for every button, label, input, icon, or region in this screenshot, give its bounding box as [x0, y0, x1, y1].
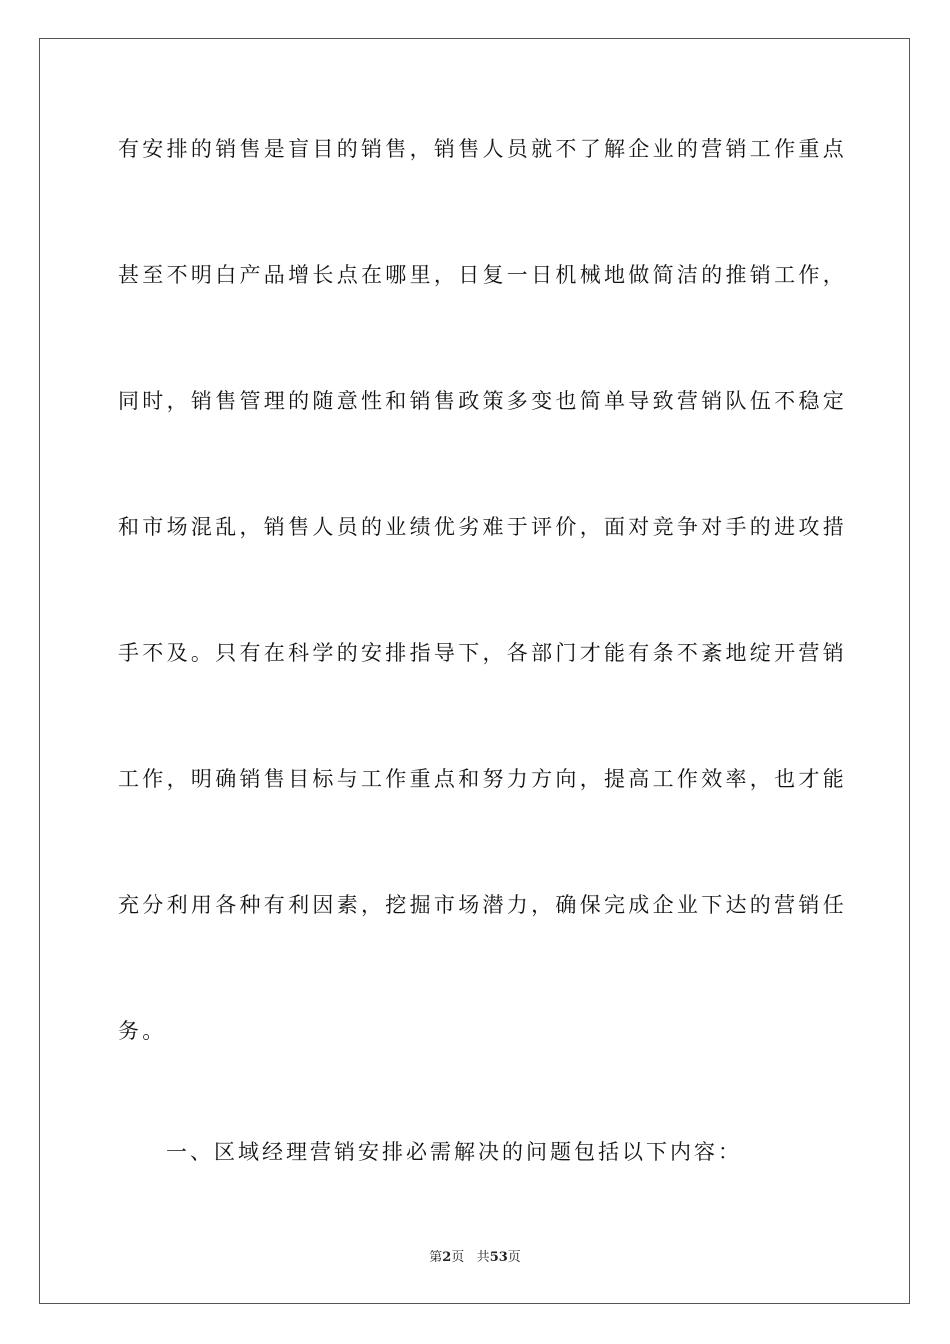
page-prefix: 第 [429, 1250, 443, 1265]
total-suffix: 页 [507, 1250, 521, 1265]
page-number: 2 [442, 1250, 452, 1265]
paragraph-line-4: 和市场混乱，销售人员的业绩优劣难于评价，面对竞争对手的进攻措 [118, 515, 847, 539]
paragraph-line-6: 工作，明确销售目标与工作重点和努力方向，提高工作效率，也才能 [118, 767, 847, 791]
paragraph-line-5: 手不及。只有在科学的安排指导下，各部门才能有条不紊地绽开营销 [118, 641, 847, 665]
total-prefix: 共 [476, 1250, 490, 1265]
page-footer [0, 1246, 950, 1265]
paragraph-line-2: 甚至不明白产品增长点在哪里，日复一日机械地做简洁的推销工作， [118, 263, 847, 287]
total-pages: 53 [489, 1250, 508, 1265]
document-body [118, 128, 847, 1136]
paragraph-line-8: 务。 [118, 1019, 167, 1043]
paragraph-line-1: 有安排的销售是盲目的销售，销售人员就不了解企业的营销工作重点 [118, 137, 847, 161]
paragraph-line-3: 同时，销售管理的随意性和销售政策多变也简单导致营销队伍不稳定 [118, 389, 847, 413]
paragraph-line-7: 充分利用各种有利因素，挖掘市场潜力，确保完成企业下达的营销任 [118, 893, 847, 917]
page-suffix: 页 [451, 1250, 465, 1265]
section-heading: 一、区域经理营销安排必需解决的问题包括以下内容： [166, 1140, 742, 1164]
